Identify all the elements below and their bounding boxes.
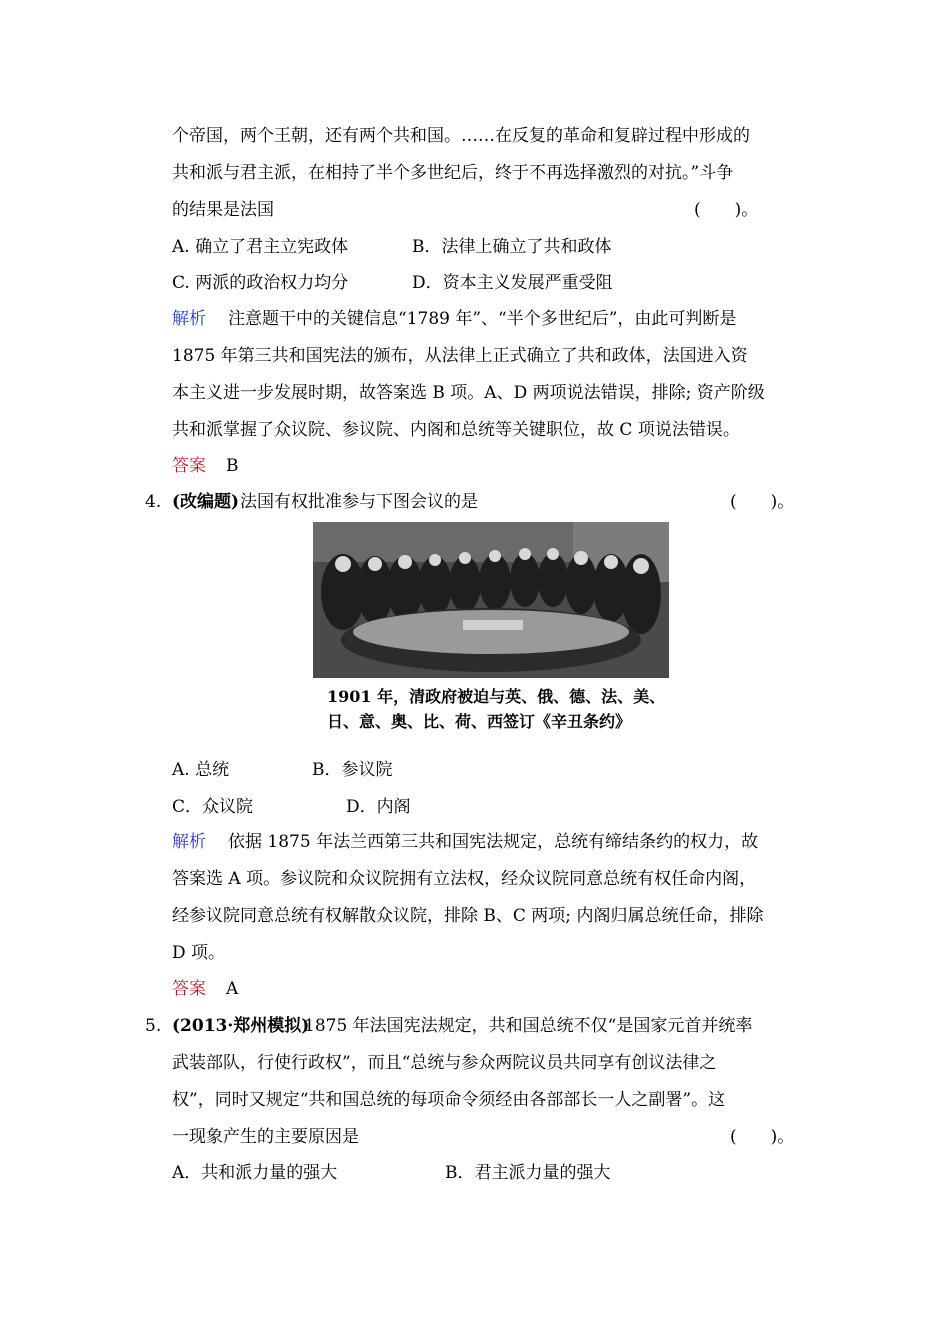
q4-analysis-label: 解析 [172,832,206,852]
q4-analysis-line-3: 经参议院同意总统有权解散众议院，排除 B、C 两项; 内阁归属总统任命，排除 [172,906,764,926]
q4-analysis-line-1: 依据 1875 年法兰西第三共和国宪法规定，总统有缔结条约的权力，故 [228,832,759,852]
q3-option-d: D．资本主义发展严重受阻 [412,273,613,293]
photo-caption-line-1: 1901 年，清政府被迫与英、俄、德、法、美、 [327,687,666,706]
q3-option-a: A. 确立了君主立宪政体 [172,237,349,257]
q3-answer-paren: ( )。 [694,200,759,220]
q4-option-a: A. 总统 [172,760,230,780]
q3-analysis-line-4: 共和派掌握了众议院、参议院、内阁和总统等关键职位，故 C 项说法错误。 [172,420,740,440]
q3-stem-line-2: 共和派与君主派，在相持了半个多世纪后，终于不再选择激烈的对抗。”斗争 [172,163,734,183]
q3-analysis-line-1: 注意题干中的关键信息“1789 年”、“半个多世纪后”，由此可判断是 [228,309,737,329]
q4-answer-paren: ( )。 [730,492,795,512]
q3-answer-value: B [226,456,239,476]
q5-number: 5. [145,1016,162,1036]
q3-option-c: C. 两派的政治权力均分 [172,273,349,293]
q4-stem: 法国有权批准参与下图会议的是 [240,492,478,512]
photo-caption-line-2: 日、意、奥、比、荷、西签订《辛丑条约》 [327,712,632,731]
q4-analysis-line-4: D 项。 [172,943,226,963]
q3-analysis-label: 解析 [172,309,206,329]
q3-stem-line-3: 的结果是法国 [172,200,274,220]
q4-option-b: B．参议院 [312,760,393,780]
q3-stem-line-1: 个帝国，两个王朝，还有两个共和国。……在反复的革命和复辟过程中形成的 [172,126,750,146]
q5-option-a: A．共和派力量的强大 [172,1163,338,1183]
q4-analysis-line-2: 答案选 A 项。参议院和众议院拥有立法权，经众议院同意总统有权任命内阁， [172,869,757,889]
q5-answer-paren: ( )。 [730,1127,795,1147]
q4-option-c: C．众议院 [172,797,254,817]
q5-stem-line-2: 武装部队，行使行政权”，而且“总统与参众两院议员共同享有创议法律之 [172,1053,717,1073]
q4-answer-label: 答案 [172,979,206,999]
treaty-signing-photo [313,522,669,678]
q3-option-b: B．法律上确立了共和政体 [412,237,612,257]
q4-answer-value: A [226,979,239,999]
q5-source-tag: (2013·郑州模拟) [172,1016,310,1036]
q3-answer-label: 答案 [172,456,206,476]
q5-stem-line-4: 一现象产生的主要原因是 [172,1127,359,1147]
q4-option-d: D．内阁 [346,797,411,817]
q4-number: 4. [145,492,162,512]
q3-analysis-line-3: 本主义进一步发展时期，故答案选 B 项。A、D 两项说法错误，排除; 资产阶级 [172,383,765,403]
q5-stem-line-3: 权”，同时又规定“共和国总统的每项命令须经由各部部长一人之副署”。这 [172,1090,726,1110]
q3-analysis-line-2: 1875 年第三共和国宪法的颁布，从法律上正式确立了共和政体，法国进入资 [172,346,748,366]
q4-source-tag: (改编题) [172,492,240,512]
q5-option-b: B．君主派力量的强大 [445,1163,611,1183]
q5-stem-line-1: 1875 年法国宪法规定，共和国总统不仅“是国家元首并统率 [304,1016,753,1036]
